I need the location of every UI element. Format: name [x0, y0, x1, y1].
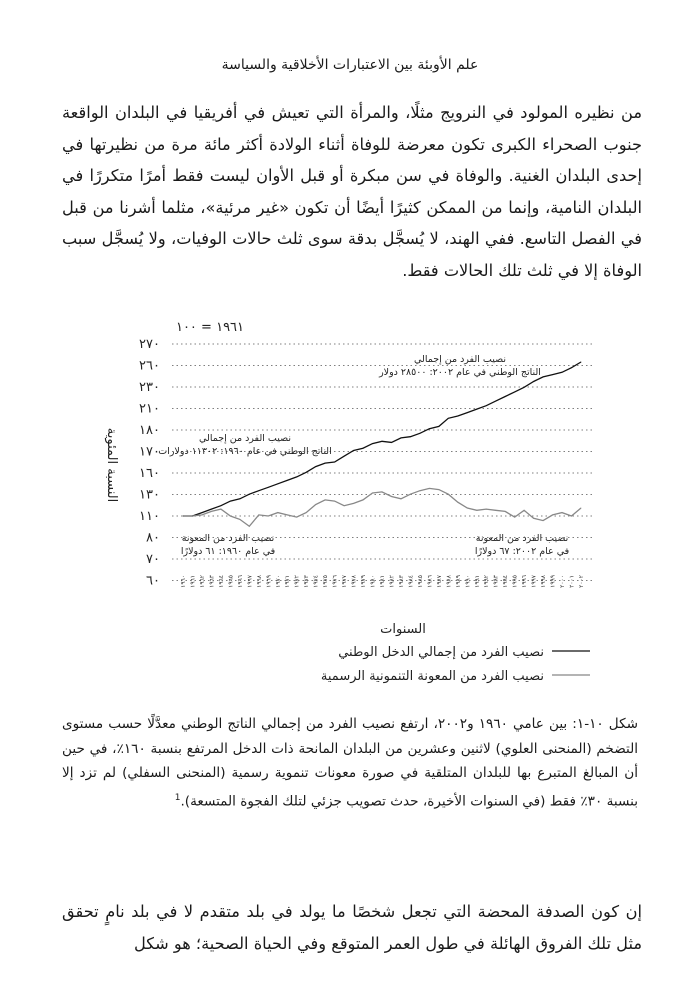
- x-tick-label: ١٩٨٠: [369, 575, 377, 588]
- legend-label-gni: نصيب الفرد من إجمالي الدخل الوطني: [338, 645, 544, 660]
- oda-data-point: [230, 516, 231, 517]
- oda-data-point: [543, 520, 544, 521]
- oda-series-line: [183, 488, 581, 526]
- x-tick-label: ١٩٦١: [189, 575, 197, 588]
- oda-data-point: [562, 512, 563, 513]
- gni-2002-annotation-line1: نصيب الفرد من إجمالي: [414, 354, 506, 365]
- gni-data-point: [562, 372, 563, 373]
- x-tick-label: ١٩٦٩: [265, 575, 273, 588]
- oda-data-point: [372, 493, 373, 494]
- oda-data-point: [524, 510, 525, 511]
- gni-data-point: [372, 443, 373, 444]
- oda-data-point: [533, 518, 534, 519]
- oda-data-point: [401, 498, 402, 499]
- oda-data-point: [429, 488, 430, 489]
- x-tick-label: ١٩٩٠: [464, 575, 472, 588]
- y-tick-label: ١١٠: [139, 509, 160, 524]
- body-paragraph-2: إن كون الصدفة المحضة التي تجعل شخصًا ما يولد في بلد متقدم لا في بلد نامٍ تحقق مثل تلك الفروق الهائلة في طول العمر المتوقع وفي الحياة الصحية؛ هو شكل: [62, 902, 642, 953]
- x-tick-label: ١٩٧٣: [303, 575, 311, 588]
- oda-data-point: [505, 511, 506, 512]
- x-tick-label: ١٩٧٠: [274, 575, 282, 588]
- x-tick-label: ١٩٨٨: [445, 575, 453, 588]
- gni-data-point: [543, 377, 544, 378]
- x-tick-label: ١٩٨١: [379, 575, 386, 588]
- oda-data-point: [457, 502, 458, 503]
- oda-data-point: [439, 489, 440, 490]
- x-tick-label: ١٩٨٩: [454, 575, 462, 588]
- gni-data-point: [315, 466, 316, 467]
- oda-data-point: [315, 504, 316, 505]
- x-tick-label: ١٩٦٥: [227, 575, 235, 588]
- y-tick-label: ٦٠: [146, 573, 160, 589]
- x-tick-label: ١٩٨٥: [416, 575, 424, 588]
- gni-data-point: [420, 433, 421, 434]
- gni-data-point: [467, 412, 468, 413]
- gni-data-point: [211, 509, 212, 510]
- y-tick-label: ٢٦٠: [139, 358, 160, 374]
- oda-data-point: [202, 515, 203, 516]
- oda-data-point: [296, 517, 297, 518]
- x-tick-label: ١٩٩٢: [483, 575, 491, 588]
- x-tick-label: ١٩٨٣: [397, 575, 405, 588]
- oda-data-point: [287, 515, 288, 516]
- oda-data-point: [277, 512, 278, 513]
- x-tick-label: ١٩٨٧: [435, 575, 443, 588]
- x-tick-label: ١٩٦٠: [180, 575, 187, 588]
- oda-data-point: [486, 509, 487, 510]
- x-tick-label: ١٩٦٧: [246, 575, 254, 588]
- y-tick-label: ١٣٠: [139, 487, 160, 503]
- oda-data-point: [268, 516, 269, 517]
- gni-data-point: [353, 450, 354, 451]
- gni-data-point: [391, 442, 392, 443]
- x-tick-label: ١٩٦٨: [255, 575, 263, 588]
- x-tick-label: ١٩٨٢: [388, 575, 396, 588]
- oda-1960-annotation-line2: في عام ١٩٦٠: ٦١ دولارًا: [180, 546, 276, 557]
- gni-data-point: [581, 362, 582, 363]
- oda-data-point: [183, 516, 184, 517]
- body-paragraph: من نظيره المولود في النرويج مثلًا، والمرأة التي تعيش في أفريقيا في البلدان الواقعة جنوب الصحراء الكبرى تكون معرضة للوفاة أثناء الولادة أكثر مائة مرة من نظيرتها في إحدى البلدان الغنية. والوفاة في سن مبكرة أو قبل الأوان ليست فقط أمرًا متكررًا في البلدان النامية، وإنما من الممكن كثيرًا أيضًا أن تكون «غير مرئية»، مثلما أشرنا من قبل في الفصل التاسع. ففي الهند، لا يُسجَّل بدقة سوى ثلث حالات الوفيات، ولا يُسجَّل سبب الوفاة إلا في ثلث تلك الحالات فقط.: [62, 103, 642, 280]
- x-tick-label: ١٩٧٦: [331, 575, 339, 588]
- oda-2002-annotation-line2: في عام ٢٠٠٢: ٦٧ دولارًا: [474, 546, 570, 557]
- y-tick-label: ٧٠: [146, 552, 160, 567]
- oda-data-point: [192, 516, 193, 517]
- gni-data-point: [505, 396, 506, 397]
- oda-data-point: [382, 492, 383, 493]
- oda-data-point: [571, 516, 572, 517]
- gni-data-point: [429, 428, 430, 429]
- gni-1960-annotation-line1: نصيب الفرد من إجمالي: [199, 433, 291, 444]
- x-tick-label: ١٩٩٥: [511, 575, 519, 588]
- figure-caption-text: شكل ١٠-١: بين عامي ١٩٦٠ و٢٠٠٢، ارتفع نصيب الفرد من إجمالي الناتج الوطني معدَّلًا حسب مستوى التضخم (المنحنى العلوي) لاثنين وعشرين من البلدان المانحة ذات الدخل المرتفع بنسبة ١٦٠٪، في حين أن المبالغ المتبرع بها للبلدان المتلقية في صورة معونات تنموية رسمية (المنحنى السفلي) لم تزد إلا بنسبة ٣٠٪ فقط (في السنوات الأخيرة، حدث تصويب جزئي لتلك الفجوة المتسعة).: [62, 716, 639, 810]
- gni-data-point: [495, 401, 496, 402]
- gni-data-point: [221, 505, 222, 506]
- gni-data-point: [533, 381, 534, 382]
- oda-data-point: [495, 510, 496, 511]
- oda-data-point: [334, 501, 335, 502]
- gni-data-point: [334, 462, 335, 463]
- x-tick-label: ١٩٦٤: [217, 575, 225, 588]
- gni-data-point: [514, 392, 515, 393]
- gni-data-point: [457, 416, 458, 417]
- legend-label-oda: نصيب الفرد من المعونة التنمونية الرسمية: [320, 669, 544, 684]
- oda-data-point: [476, 510, 477, 511]
- x-tick-label: ١٩٩٤: [502, 575, 510, 588]
- oda-data-point: [306, 512, 307, 513]
- x-tick-label: ١٩٧٢: [293, 575, 301, 588]
- oda-data-point: [363, 500, 364, 501]
- oda-data-point: [448, 494, 449, 495]
- gni-data-point: [325, 463, 326, 464]
- x-tick-label: ١٩٩٧: [530, 575, 538, 588]
- gni-data-point: [240, 498, 241, 499]
- x-tick-label: ١٩٧٩: [360, 575, 368, 588]
- y-tick-label: ١٧٠: [139, 444, 160, 460]
- gni-data-point: [382, 441, 383, 442]
- gni-data-point: [230, 501, 231, 502]
- oda-data-point: [249, 526, 250, 527]
- index-note: ١٩٦١ = ١٠٠: [175, 320, 245, 335]
- x-tick-label: ٢٠٠٢: [578, 575, 585, 588]
- footnote-ref: 1: [174, 792, 181, 803]
- x-tick-label: ١٩٩٩: [549, 575, 557, 588]
- gni-data-point: [363, 448, 364, 449]
- gni-data-point: [401, 438, 402, 439]
- oda-data-point: [410, 494, 411, 495]
- x-tick-label: ١٩٦٦: [236, 575, 244, 588]
- gni-data-point: [486, 405, 487, 406]
- x-tick-label: ١٩٩٣: [492, 575, 500, 588]
- gni-data-point: [202, 512, 203, 513]
- x-tick-label: ٢٠٠١: [568, 575, 576, 588]
- oda-data-point: [420, 490, 421, 491]
- oda-2002-annotation-line1: نصيب الفرد من المعونة: [475, 533, 569, 544]
- gni-data-point: [258, 490, 259, 491]
- gni-data-point: [448, 418, 449, 419]
- gni-1960-annotation-line2: الناتج الوطني في عام ١٩٦٠: ١١٣٠٢ دولارات: [158, 446, 332, 457]
- x-tick-label: ١٩٦٢: [198, 575, 206, 588]
- x-tick-label: ١٩٦٣: [208, 575, 216, 588]
- x-axis-label: السنوات: [380, 622, 426, 637]
- y-tick-label: ١٨٠: [139, 423, 160, 438]
- gni-data-point: [306, 472, 307, 473]
- x-tick-label: ١٩٧٥: [322, 575, 330, 588]
- x-tick-label: ١٩٩٦: [521, 575, 529, 588]
- y-tick-label: ٨٠: [146, 530, 160, 546]
- figure-caption: [62, 712, 638, 814]
- gni-data-point: [287, 480, 288, 481]
- y-axis-label: النسبة المئوية: [104, 427, 119, 503]
- oda-data-point: [344, 505, 345, 506]
- x-tick-label: ١٩٩١: [473, 575, 481, 588]
- oda-data-point: [258, 515, 259, 516]
- oda-1960-annotation-line1: نصيب الفرد من المعونة: [181, 533, 275, 544]
- gni-data-point: [277, 483, 278, 484]
- x-tick-label: ١٩٨٤: [407, 575, 415, 588]
- oda-data-point: [552, 515, 553, 516]
- oda-data-point: [211, 511, 212, 512]
- oda-data-point: [221, 509, 222, 510]
- gni-data-point: [476, 409, 477, 410]
- y-tick-label: ١٦٠: [139, 466, 160, 481]
- y-tick-label: ٢٣٠: [139, 380, 160, 395]
- oda-data-point: [581, 508, 582, 509]
- y-tick-label: ٢٧٠: [139, 337, 160, 352]
- gni-2002-annotation-line2: الناتج الوطني في عام ٢٠٠٢: ٢٨٥٠٠ دولار: [379, 367, 541, 378]
- oda-data-point: [514, 517, 515, 518]
- oda-data-point: [325, 500, 326, 501]
- x-tick-label: ١٩٩٨: [540, 575, 548, 588]
- gni-data-point: [571, 367, 572, 368]
- x-tick-label: ١٩٨٦: [426, 575, 434, 588]
- x-tick-label: ١٩٧٨: [350, 575, 358, 588]
- oda-data-point: [353, 503, 354, 504]
- gni-data-point: [268, 487, 269, 488]
- gni-data-point: [249, 494, 250, 495]
- oda-data-point: [391, 496, 392, 497]
- oda-data-point: [467, 508, 468, 509]
- x-tick-label: ٢٠٠٠: [559, 575, 567, 588]
- y-tick-label: ٢١٠: [139, 401, 160, 417]
- gni-data-point: [524, 387, 525, 388]
- running-header: علم الأوبئة بين الاعتبارات الأخلاقية والسياسة: [221, 57, 479, 73]
- oda-data-point: [240, 519, 241, 520]
- gni-data-point: [439, 426, 440, 427]
- gni-data-point: [410, 436, 411, 437]
- x-tick-label: ١٩٧٧: [341, 575, 349, 588]
- gni-data-point: [296, 477, 297, 478]
- gni-data-point: [552, 374, 553, 375]
- x-tick-label: ١٩٧١: [284, 575, 292, 588]
- x-tick-label: ١٩٧٤: [312, 575, 320, 588]
- gni-data-point: [344, 456, 345, 457]
